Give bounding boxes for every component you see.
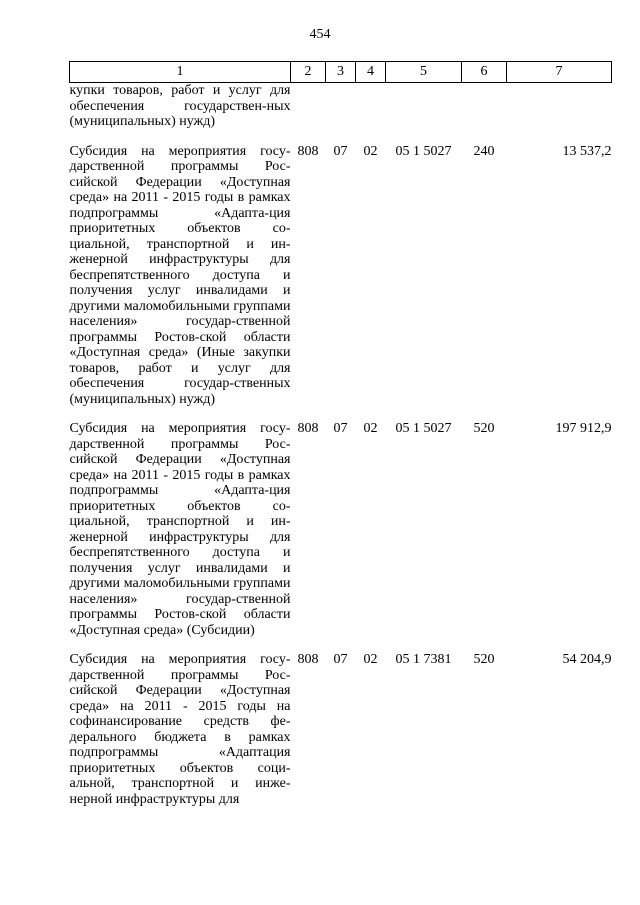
expense-type-code: 520 [473, 421, 495, 436]
column-header-2: 2 [291, 62, 326, 83]
table-row [70, 421, 612, 638]
column-header-6: 6 [462, 62, 507, 83]
subsection-code: 02 [363, 652, 378, 667]
column-header-1: 1 [70, 62, 291, 83]
expense-type-code: 240 [473, 143, 495, 159]
section-code: 07 [333, 421, 348, 436]
section-code: 07 [333, 652, 348, 667]
column-header-5: 5 [386, 62, 462, 83]
row-description: Субсидия на мероприятия госу-дарственной программы Рос-сийской Федерации «Доступная среда» на 2011 - 2015 годы на софинансирование средств фе-дерального бюджета в рамках подпрограммы «Адаптация приоритетных объектов соци-альной, транспортной и инже-нерной инфраструктуры для [69, 652, 291, 807]
column-header-4: 4 [356, 62, 386, 83]
row-description: Субсидия на мероприятия госу-дарственной программы Рос-сийской Федерации «Доступная среда» на 2011 - 2015 годы в рамках подпрограммы «Адапта-ция приоритетных объектов со-циальной, транспортной и ин-женерной инфраструктуры для беспрепятственного доступа и получения услуг инвалидами и другими маломобильными группами населения» государ-ственной программы Ростов-ской области «Доступная среда» (Субсидии) [69, 421, 291, 638]
amount: 197 912,9 [555, 421, 612, 436]
table-header-row [70, 62, 612, 83]
expense-type-code: 520 [473, 652, 495, 667]
page-number: 454 [309, 27, 331, 42]
target-article-code: 05 1 5027 [395, 143, 452, 159]
target-article-code: 05 1 5027 [395, 421, 452, 436]
ministry-code: 808 [297, 143, 319, 159]
target-article-code: 05 1 7381 [395, 652, 452, 667]
table-row-continuation [70, 83, 612, 130]
column-header-7: 7 [507, 62, 612, 83]
subsection-code: 02 [363, 421, 378, 436]
continuation-description: купки товаров, работ и услуг для обеспечения государствен-ных (муниципальных) нужд) [69, 83, 291, 129]
section-code: 07 [333, 143, 348, 159]
ministry-code: 808 [297, 652, 319, 667]
row-description: Субсидия на мероприятия госу-дарственной программы Рос-сийской Федерации «Доступная среда» на 2011 - 2015 годы в рамках подпрограммы «Адапта-ция приоритетных объектов со-циальной, транспортной и ин-женерной инфраструктуры для беспрепятственного доступа и получения услуг инвалидами и другими маломобильными группами населения» государ-ственной программы Ростов-ской области «Доступная среда» (Иные закупки товаров, работ и услуг для обеспечения государ-ственных (муниципальных) нужд) [69, 143, 291, 407]
amount: 54 204,9 [562, 652, 612, 667]
table-row [70, 652, 612, 807]
ministry-code: 808 [297, 421, 319, 436]
column-header-3: 3 [326, 62, 356, 83]
subsection-code: 02 [363, 143, 378, 159]
amount: 13 537,2 [562, 143, 612, 159]
table-row [70, 144, 612, 408]
budget-table [69, 61, 612, 807]
